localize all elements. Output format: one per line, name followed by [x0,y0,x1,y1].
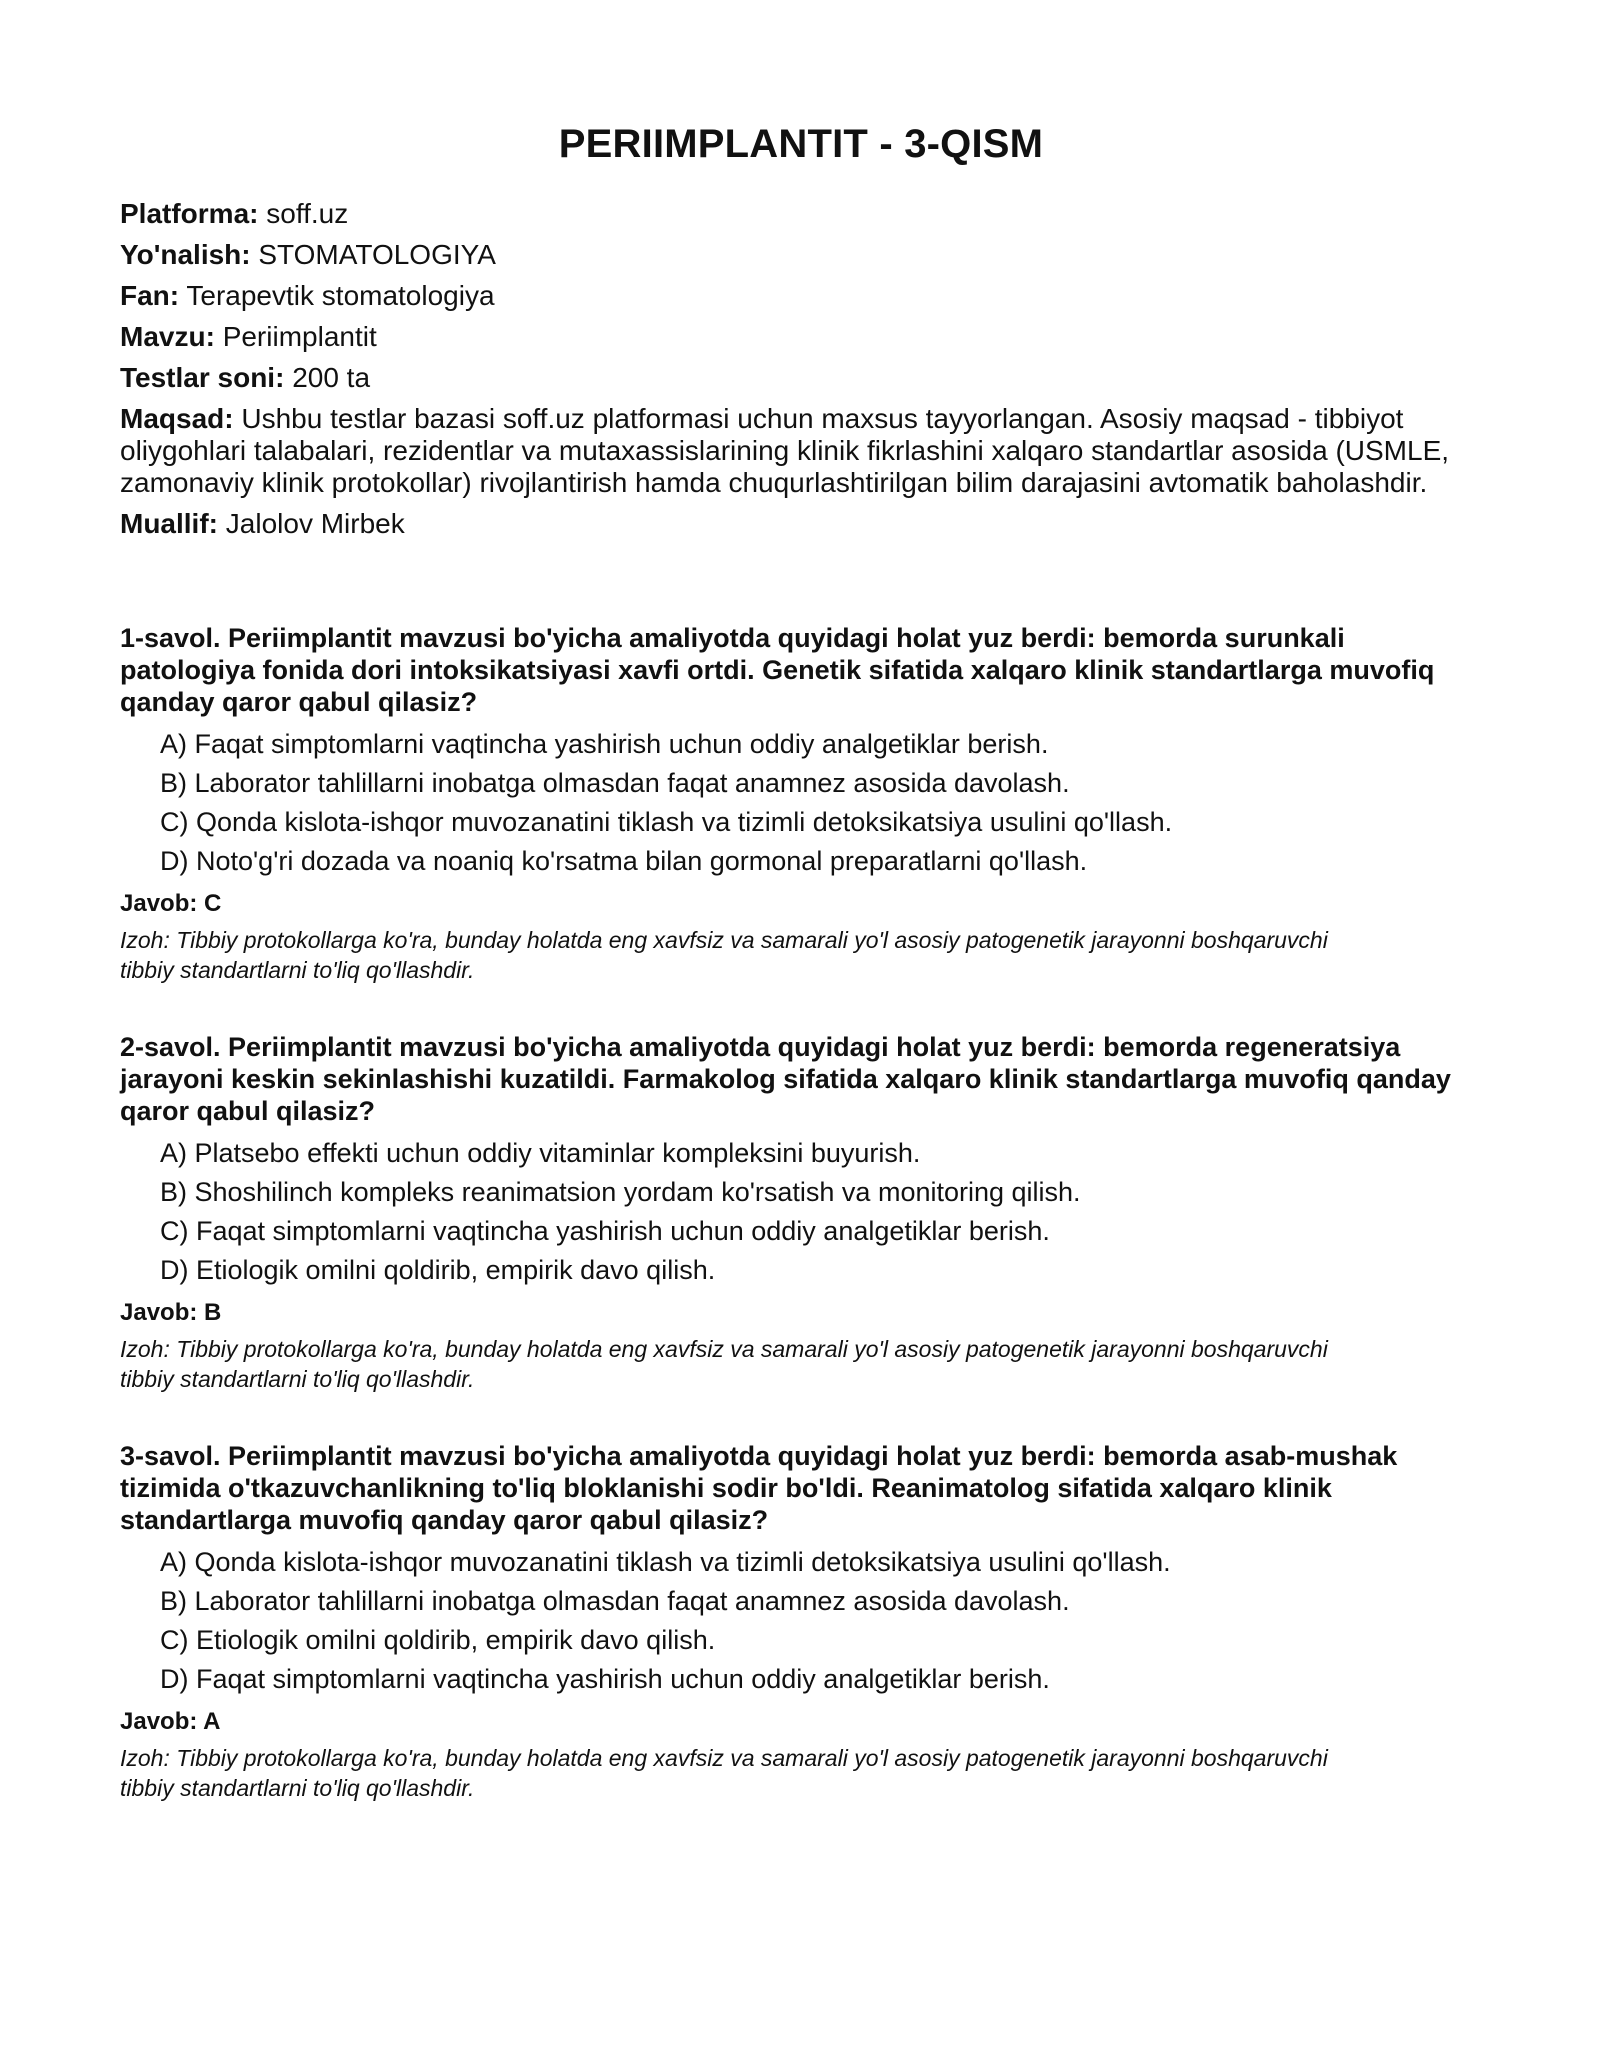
meta-testlar-soni [120,362,1482,394]
answer-label: Javob: C [120,890,222,917]
explanation-note: Izoh: Tibbiy protokollarga ko'ra, bunday holatda eng xavfsiz va samarali yo'l asosiy patogenetik jarayonni boshqaruvchi tibbiy standartlarni to'liq qo'llashdir. [120,1336,1328,1392]
option-a: A) Platsebo effekti uchun oddiy vitaminlar kompleksini buyurish. [160,1138,921,1168]
meta-label: Fan: [120,280,180,311]
answer-label: Javob: A [120,1708,221,1735]
meta-label: Testlar soni: [120,362,285,393]
option-c: C) Faqat simptomlarni vaqtincha yashirish uchun oddiy analgetiklar berish. [160,1216,1050,1246]
meta-value: Ushbu testlar bazasi soff.uz platformasi uchun maxsus tayyorlangan. Asosiy maqsad - tibbiyot oliygohlari talabalari, rezidentlar va mutaxassislarining klinik fikrlashini xalqaro standartlar asosida (USMLE, zamonaviy klinik protokollar) rivojlantirish hamda chuqurlashtirilgan bilim darajasini avtomatik baholashdir. [120,403,1450,498]
option-b: B) Laborator tahlillarni inobatga olmasdan faqat anamnez asosida davolash. [160,768,1070,798]
meta-value: soff.uz [266,198,349,229]
metadata-block [120,198,1482,540]
meta-value: 200 ta [292,362,371,393]
question-1 [120,622,1482,985]
explanation-note: Izoh: Tibbiy protokollarga ko'ra, bunday holatda eng xavfsiz va samarali yo'l asosiy patogenetik jarayonni boshqaruvchi tibbiy standartlarni to'liq qo'llashdir. [120,927,1328,983]
question-2 [120,1031,1482,1394]
meta-platforma [120,198,1482,230]
meta-value: Jalolov Mirbek [225,508,405,539]
option-b: B) Laborator tahlillarni inobatga olmasdan faqat anamnez asosida davolash. [160,1586,1070,1616]
answer-label: Javob: B [120,1299,222,1326]
explanation-note: Izoh: Tibbiy protokollarga ko'ra, bunday holatda eng xavfsiz va samarali yo'l asosiy patogenetik jarayonni boshqaruvchi tibbiy standartlarni to'liq qo'llashdir. [120,1745,1328,1801]
questions-list [120,622,1482,1803]
meta-label: Yo'nalish: [120,239,251,270]
option-c: C) Qonda kislota-ishqor muvozanatini tiklash va tizimli detoksikatsiya usulini qo'llash. [160,807,1173,837]
option-a: A) Qonda kislota-ishqor muvozanatini tiklash va tizimli detoksikatsiya usulini qo'llash. [160,1547,1171,1577]
question-3 [120,1440,1482,1803]
question-text: 3-savol. Periimplantit mavzusi bo'yicha amaliyotda quyidagi holat yuz berdi: bemorda asab-mushak tizimida o'tkazuvchanlikning to'liq bloklanishi sodir bo'ldi. Reanimatolog sifatida xalqaro klinik standartlarga muvofiq qanday qaror qabul qilasiz? [120,1441,1398,1535]
meta-label: Mavzu: [120,321,215,352]
meta-value: STOMATOLOGIYA [258,239,496,270]
meta-value: Periimplantit [222,321,377,352]
meta-label: Muallif: [120,508,218,539]
meta-muallif [120,508,1482,540]
meta-label: Platforma: [120,198,259,229]
question-text: 2-savol. Periimplantit mavzusi bo'yicha amaliyotda quyidagi holat yuz berdi: bemorda regeneratsiya jarayoni keskin sekinlashishi kuzatildi. Farmakolog sifatida xalqaro klinik standartlarga muvofiq qanday qaror qabul qilasiz? [120,1032,1451,1126]
option-d: D) Noto'g'ri dozada va noaniq ko'rsatma bilan gormonal preparatlarni qo'llash. [160,846,1088,876]
meta-mavzu [120,321,1482,353]
option-c: C) Etiologik omilni qoldirib, empirik davo qilish. [160,1625,716,1655]
option-a: A) Faqat simptomlarni vaqtincha yashirish uchun oddiy analgetiklar berish. [160,729,1049,759]
meta-yonalish [120,239,1482,271]
question-text: 1-savol. Periimplantit mavzusi bo'yicha amaliyotda quyidagi holat yuz berdi: bemorda surunkali patologiya fonida dori intoksikatsiyasi xavfi ortdi. Genetik sifatida xalqaro klinik standartlarga muvofiq qanday qaror qabul qilasiz? [120,623,1435,717]
meta-fan [120,280,1482,312]
option-d: D) Faqat simptomlarni vaqtincha yashirish uchun oddiy analgetiklar berish. [160,1664,1050,1694]
document-title: PERIIMPLANTIT - 3-QISM [558,122,1044,166]
meta-maqsad [120,403,1482,499]
meta-value: Terapevtik stomatologiya [186,280,495,311]
option-d: D) Etiologik omilni qoldirib, empirik davo qilish. [160,1255,716,1285]
meta-label: Maqsad: [120,403,234,434]
option-b: B) Shoshilinch kompleks reanimatsion yordam ko'rsatish va monitoring qilish. [160,1177,1081,1207]
